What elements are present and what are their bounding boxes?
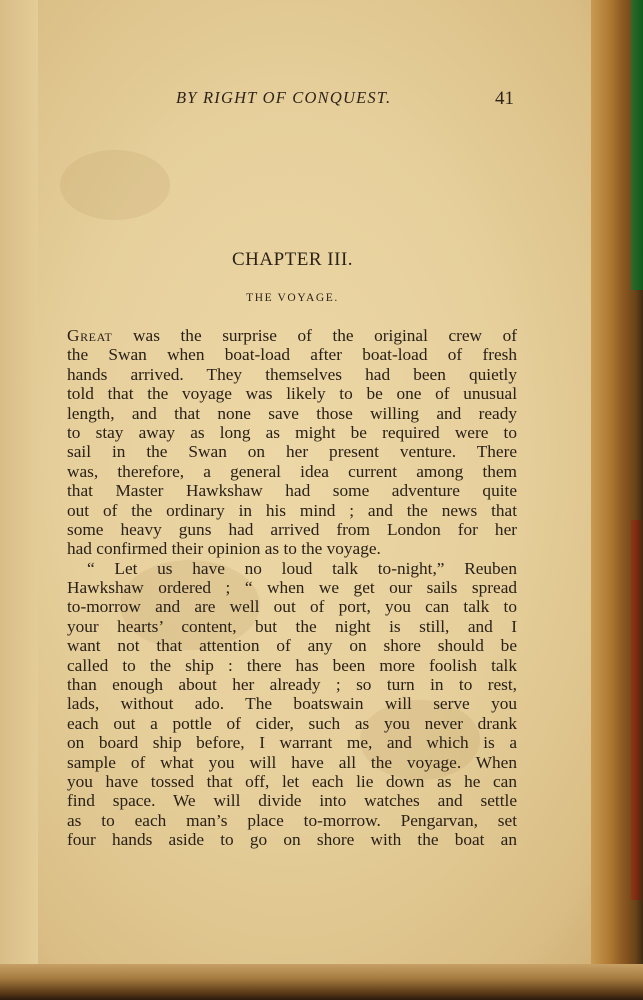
text-line: was, therefore, a general idea current among them bbox=[67, 461, 517, 481]
running-head: BY RIGHT OF CONQUEST. bbox=[176, 88, 392, 107]
chapter-subtitle: THE VOYAGE. bbox=[246, 292, 339, 304]
text-line: told that the voyage was likely to be one of unusual bbox=[67, 384, 517, 404]
text-line: hands arrived. They themselves had been quietly bbox=[67, 364, 517, 384]
text-line: length, and that none save those willing and ready bbox=[67, 403, 517, 423]
text-line: your hearts’ content, but the night is still, and I bbox=[67, 616, 517, 636]
paper-stain bbox=[60, 150, 170, 220]
text-line: some heavy guns had arrived from London for her bbox=[67, 519, 517, 539]
text-line: to stay away as long as might be required were to bbox=[67, 422, 517, 442]
chapter-title: CHAPTER III. bbox=[231, 249, 354, 270]
text-line: each out a pottle of cider, such as you never drank bbox=[67, 713, 517, 733]
text-line: the Swan when boat-load after boat-load of fresh bbox=[67, 345, 517, 365]
text-line: on board ship before, I warrant me, and which is a bbox=[67, 733, 517, 753]
text-line: “ Let us have no loud talk to-night,” Reuben bbox=[87, 558, 517, 578]
page-number: 41 bbox=[495, 88, 514, 109]
drop-word: Great bbox=[67, 326, 113, 345]
spine-binding-edge bbox=[631, 520, 641, 900]
body-text bbox=[67, 326, 517, 850]
text-line: want not that attention of any on shore should be bbox=[67, 636, 517, 656]
text-line: called to the ship : there has been more foolish talk bbox=[67, 655, 517, 675]
spine-binding-top bbox=[631, 0, 643, 290]
text-line: sample of what you will have all the voyage. When bbox=[67, 752, 517, 772]
text-line: find space. We will divide into watches and settle bbox=[67, 791, 517, 811]
line-text: was the surprise of the original crew of bbox=[112, 326, 517, 345]
text-line: to-morrow and are well out of port, you can talk to bbox=[67, 597, 517, 617]
text-line: you have tossed that off, let each lie down as he can bbox=[67, 771, 517, 791]
page-bottom-edge bbox=[0, 964, 643, 1000]
text-line: as to each man’s place to-morrow. Pengarvan, set bbox=[67, 810, 517, 830]
text-line: had confirmed their opinion as to the voyage. bbox=[67, 539, 381, 559]
text-line bbox=[67, 326, 517, 345]
text-line: four hands aside to go on shore with the boat an bbox=[67, 830, 517, 850]
text-line: Hawkshaw ordered ; “ when we get our sails spread bbox=[67, 578, 517, 598]
text-line: out of the ordinary in his mind ; and the news that bbox=[67, 500, 517, 520]
text-line: lads, without ado. The boatswain will serve you bbox=[67, 694, 517, 714]
text-line: sail in the Swan on her present venture. There bbox=[67, 442, 517, 462]
text-line: than enough about her already ; so turn in to rest, bbox=[67, 675, 517, 695]
text-line: that Master Hawkshaw had some adventure quite bbox=[67, 481, 517, 501]
page-left-margin bbox=[0, 0, 38, 1000]
